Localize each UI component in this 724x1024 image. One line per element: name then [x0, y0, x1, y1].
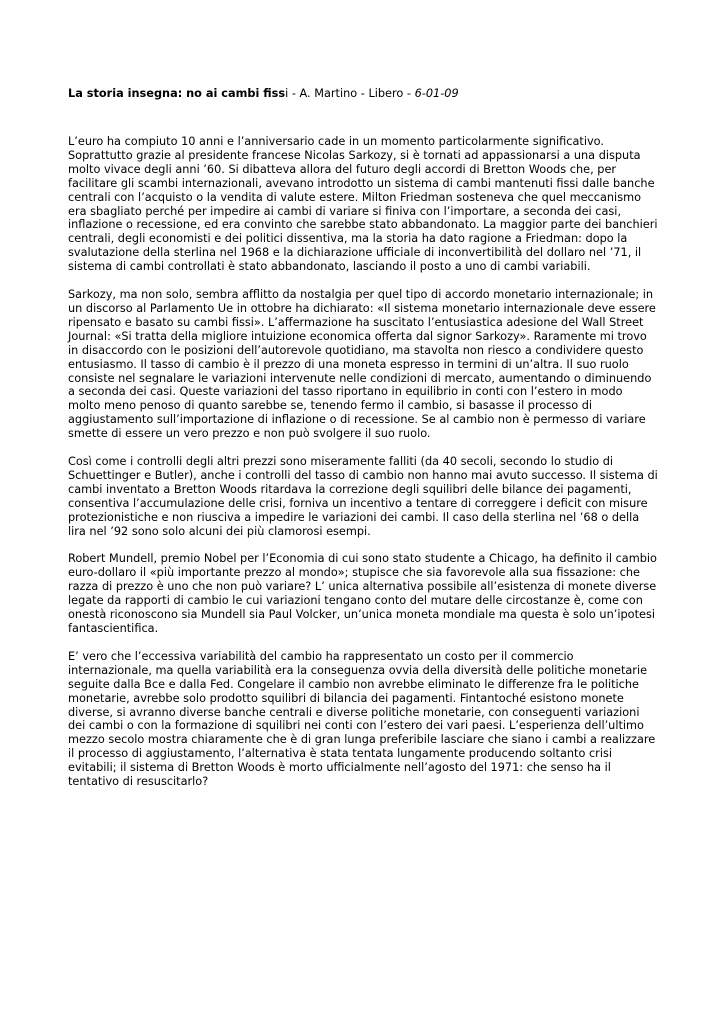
article-paragraph-1: L’euro ha compiuto 10 anni e l’anniversario cade in un momento particolarmente significativo. Soprattutto grazie al presidente francese Nicolas Sarkozy, si è tornati ad appassionarsi a una disputa molto vivace degli anni ’60. Si dibatteva allora del futuro degli accordi di Bretton Woods che, per facilitare gli scambi internazionali, avevano introdotto un sistema di cambi mantenuti fissi dalle banche centrali con l’acquisto o la vendita di valute estere. Milton Friedman sosteneva che quel meccanismo era sbagliato perché per impedire ai cambi di variare si finiva con l’importare, a seconda dei casi, inflazione o recessione, ed era convinto che sarebbe stato abbandonato. La maggior parte dei banchieri centrali, degli economisti e dei politici dissentiva, ma la storia ha dato ragione a Friedman: dopo la svalutazione della sterlina nel 1968 e la dichiarazione ufficiale di inconvertibilità del dollaro nel ’71, il sistema di cambi controllati è stato abbandonato, lasciando il posto a uno di cambi variabili. — [68, 135, 658, 274]
article-paragraph-3: Così come i controlli degli altri prezzi sono miseramente falliti (da 40 secoli, secondo lo studio di Schuettinger e Butler), anche i controlli del tasso di cambio non hanno mai avuto successo. Il sistema di cambi inventato a Bretton Woods ritardava la correzione degli squilibri delle bilance dei pagamenti, consentiva l’accumulazione delle crisi, forniva un incentivo a tentare di correggere i deficit con misure protezionistiche e non riusciva a impedire le variazioni dei cambi. Il caso della sterlina nel ’68 o della lira nel ’92 sono solo alcuni dei più clamorosi esempi. — [68, 455, 658, 538]
article-date: 6-01-09 — [414, 87, 459, 100]
title-bold-text: La storia insegna: no ai cambi fiss — [68, 87, 286, 100]
article-paragraph-4: Robert Mundell, premio Nobel per l’Economia di cui sono stato studente a Chicago, ha definito il cambio euro-dollaro il «più importante prezzo al mondo»; stupisce che sia favorevole alla sua fissazione: che razza di prezzo è uno che non può variare? L’ unica alternativa possibile all’esistenza di monete diverse legate da rapporti di cambio le cui variazioni tengano conto del mutare delle circostanze è, come con onestà riconoscono sia Mundell sia Paul Volcker, un’unica moneta mondiale ma questa è solo un’ipotesi fantascientifica. — [68, 552, 657, 635]
article-paragraph-5: E’ vero che l’eccessiva variabilità del cambio ha rappresentato un costo per il commercio internazionale, ma quella variabilità era la conseguenza ovvia della diversità delle politiche monetarie seguite dalla Bce e dalla Fed. Congelare il cambio non avrebbe eliminato le differenze fra le politiche monetarie, avrebbe solo prodotto squilibri di bilancia dei pagamenti. Fintantoché esistono monete diverse, si avranno diverse banche centrali e diverse politiche monetarie, con conseguenti variazioni dei cambi o con la formazione di squilibri nei conti con l’estero dei vari paesi. L’esperienza dell’ultimo mezzo secolo mostra chiaramente che è di gran lunga preferibile lasciare che siano i cambi a realizzare il processo di aggiustamento, l’alternativa è stata tentata lungamente producendo soltanto crisi evitabili; il sistema di Bretton Woods è morto ufficialmente nell’agosto del 1971: che senso ha il tentativo di resuscitarlo? — [68, 649, 656, 789]
article-title — [68, 86, 658, 101]
article-paragraph-2: Sarkozy, ma non solo, sembra afflitto da nostalgia per quel tipo di accordo monetario internazionale; in un discorso al Parlamento Ue in ottobre ha dichiarato: «Il sistema monetario internazionale deve essere ripensato e basato su cambi fissi». L’affermazione ha suscitato l’entusiastica adesione del Wall Street Journal: «Si tratta della migliore intuizione economica offerta dal signor Sarkozy». Raramente mi trovo in disaccordo con le posizioni dell’autorevole quotidiano, ma stavolta non riesco a condividere questo entusiasmo. Il tasso di cambio è il prezzo di una moneta espresso in termini di un’altra. Il suo ruolo consiste nel segnalare le variazioni intervenute nelle condizioni di mercato, aumentando o diminuendo a seconda dei casi. Queste variazioni del tasso riportano in equilibrio in conti con l’estero in modo molto meno penoso di quanto sarebbe se, tenendo fermo il cambio, si basasse il processo di aggiustamento sull’importazione di inflazione o di recessione. Se al cambio non è permesso di variare smette di essere un vero prezzo e non può svolgere il suo ruolo. — [68, 288, 656, 441]
title-byline: i - A. Martino - Libero - — [285, 87, 415, 100]
article-page — [68, 86, 658, 803]
